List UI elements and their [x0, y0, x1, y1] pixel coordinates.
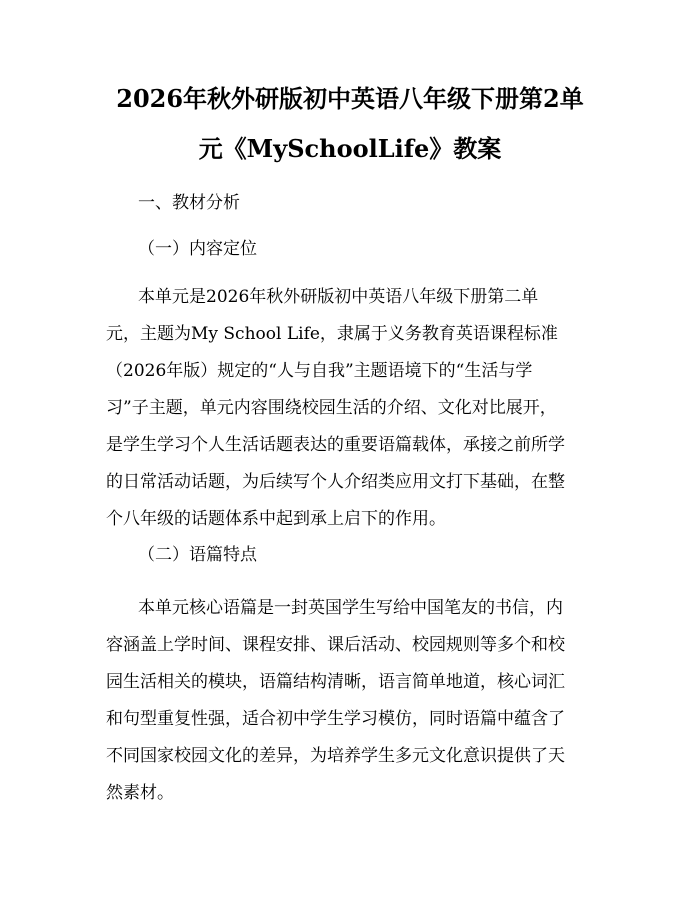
- paragraph-line: 元，主题为My School Life，隶属于义务教育英语课程标准: [106, 324, 558, 344]
- subsection-heading-discourse-features: （二）语篇特点: [138, 545, 257, 565]
- paragraph-line: 和句型重复性强，适合初中学生学习模仿，同时语篇中蕴含了: [106, 709, 565, 729]
- paragraph-line: 本单元核心语篇是一封英国学生写给中国笔友的书信，内: [138, 598, 563, 618]
- paragraph-line: 个八年级的话题体系中起到承上启下的作用。: [106, 509, 446, 529]
- paragraph-line: 然素材。: [106, 783, 174, 803]
- paragraph-line: 容涵盖上学时间、课程安排、课后活动、校园规则等多个和校: [106, 635, 565, 655]
- paragraph-line: （2026年版）规定的“人与自我”主题语境下的“生活与学: [106, 361, 533, 381]
- section-heading-textbook-analysis: 一、教材分析: [138, 193, 240, 213]
- paragraph-line: 的日常活动话题，为后续写个人介绍类应用文打下基础，在整: [106, 472, 565, 492]
- document-title-line-2: 元《MySchoolLife》教案: [198, 134, 502, 163]
- paragraph-line: 不同国家校园文化的差异，为培养学生多元文化意识提供了天: [106, 746, 565, 766]
- paragraph-line: 是学生学习个人生活话题表达的重要语篇载体，承接之前所学: [106, 435, 565, 455]
- document-title-line-1: 2026年秋外研版初中英语八年级下册第2单: [116, 84, 584, 113]
- paragraph-line: 本单元是2026年秋外研版初中英语八年级下册第二单: [138, 287, 539, 307]
- paragraph-line: 习”子主题，单元内容围绕校园生活的介绍、文化对比展开，: [106, 398, 557, 418]
- subsection-heading-content-positioning: （一）内容定位: [138, 239, 257, 259]
- paragraph-line: 园生活相关的模块，语篇结构清晰，语言简单地道，核心词汇: [106, 672, 565, 692]
